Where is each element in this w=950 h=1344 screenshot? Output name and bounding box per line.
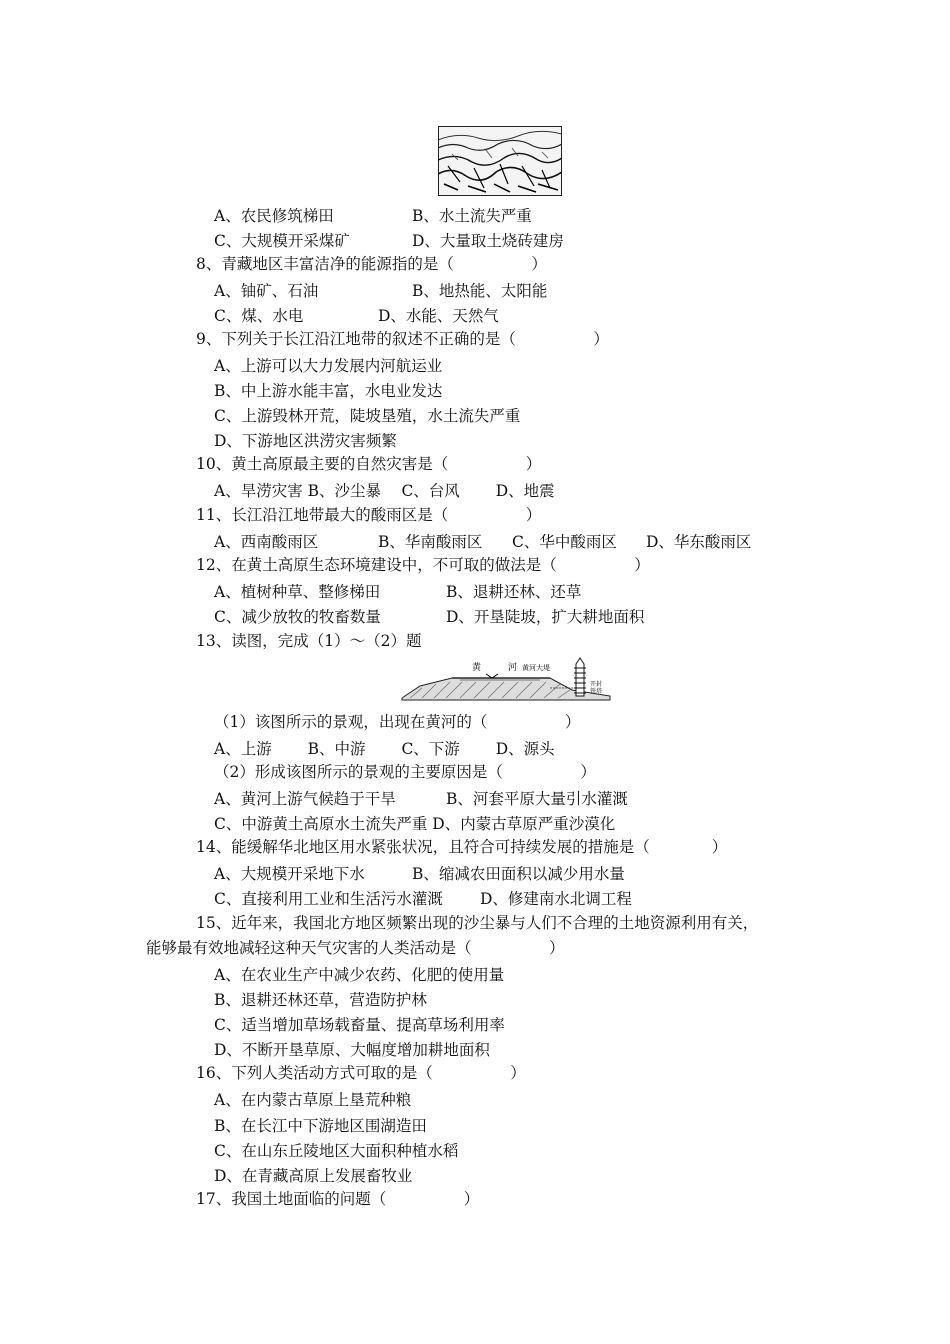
q15-stem-line1: 15、近年来，我国北方地区频繁出现的沙尘暴与人们不合理的土地资源利用有关， [196,914,759,932]
q15-stem-line2: 能够最有效地减轻这种天气灾害的人类活动是（ ） [146,939,565,957]
q16-option-c: C、在山东丘陵地区大面积种植水稻 [214,1142,459,1160]
q8-option-a: A、铀矿、石油 [214,282,319,300]
q15-option-a: A、在农业生产中减少农药、化肥的使用量 [214,966,505,984]
q7-option-d: D、大量取土烧砖建房 [412,232,564,250]
q13-sub2-stem: （2）形成该图所示的景观的主要原因是（ ） [214,763,596,781]
q7-option-c: C、大规模开采煤矿 [214,232,350,250]
q10-stem: 10、黄土高原最主要的自然灾害是（ ） [196,455,542,473]
q15-option-c: C、适当增加草场载畜量、提高草场利用率 [214,1016,505,1034]
figure-label-river-left: 黄 [472,663,482,673]
q14-option-a: A、大规模开采地下水 [214,865,365,883]
q8-option-d: D、水能、天然气 [378,307,499,325]
q9-option-c: C、上游毁林开荒，陡坡垦殖，水土流失严重 [214,407,521,425]
figure-label-city: 开封 [590,681,603,688]
q12-option-d: D、开垦陡坡，扩大耕地面积 [446,608,645,626]
suspended-river-figure [400,656,612,702]
q13-sub1-stem: （1）该图所示的景观，出现在黄河的（ ） [214,713,581,731]
q11-option-d: D、华东酸雨区 [646,533,752,551]
q9-option-b: B、中上游水能丰富，水电业发达 [214,382,443,400]
q13-sub2-option-cd: C、中游黄土高原水土流失严重 D、内蒙古草原严重沙漠化 [214,815,616,833]
q8-option-b: B、地热能、太阳能 [412,282,548,300]
q14-option-d: D、修建南水北调工程 [480,890,632,908]
q15-option-b: B、退耕还林还草，营造防护林 [214,991,427,1009]
figure-label-city2: 铁塔 [590,688,603,695]
q7-option-a: A、农民修筑梯田 [214,207,334,225]
q11-stem: 11、长江沿江地带最大的酸雨区是（ ） [196,506,542,524]
q7-option-b: B、水土流失严重 [412,207,532,225]
q12-option-b: B、退耕还林、还草 [446,583,582,601]
q16-option-b: B、在长江中下游地区围湖造田 [214,1117,427,1135]
q11-option-c: C、华中酸雨区 [512,533,617,551]
q11-option-b: B、华南酸雨区 [378,533,483,551]
q13-sub2-option-b: B、河套平原大量引水灌溉 [446,790,628,808]
loess-landscape-figure [438,126,562,196]
q14-stem: 14、能缓解华北地区用水紧张状况，且符合可持续发展的措施是（ ） [196,838,728,856]
q10-options: A、旱涝灾害 B、沙尘暴 C、台风 D、地震 [214,482,555,500]
q13-stem: 13、读图，完成（1）～（2）题 [196,632,422,650]
q8-stem: 8、青藏地区丰富洁净的能源指的是（ ） [196,255,547,273]
figure-label-river-right: 河 [508,663,518,673]
q16-option-a: A、在内蒙古草原上垦荒种粮 [214,1091,412,1109]
q11-option-a: A、西南酸雨区 [214,533,319,551]
q9-option-a: A、上游可以大力发展内河航运业 [214,357,443,375]
q12-option-a: A、植树种草、整修梯田 [214,583,381,601]
q14-option-c: C、直接利用工业和生活污水灌溉 [214,890,443,908]
q13-sub1-options: A、上游 B、中游 C、下游 D、源头 [214,740,555,758]
q14-option-b: B、缩减农田面积以减少用水量 [412,865,625,883]
q16-option-d: D、在青藏高原上发展畜牧业 [214,1167,413,1185]
q12-option-c: C、减少放牧的牧畜数量 [214,608,381,626]
q17-stem: 17、我国土地面临的问题（ ） [196,1190,480,1208]
q9-stem: 9、下列关于长江沿江地带的叙述不正确的是（ ） [196,330,609,348]
q8-option-c: C、煤、水电 [214,307,304,325]
q15-option-d: D、不断开垦草原、大幅度增加耕地面积 [214,1041,490,1059]
q12-stem: 12、在黄土高原生态环境建设中，不可取的做法是（ ） [196,556,650,574]
q9-option-d: D、下游地区洪涝灾害频繁 [214,432,397,450]
figure-label-dike: 黄河大堤 [522,664,550,672]
q13-sub2-option-a: A、黄河上游气候趋于干旱 [214,790,396,808]
q16-stem: 16、下列人类活动方式可取的是（ ） [196,1064,526,1082]
